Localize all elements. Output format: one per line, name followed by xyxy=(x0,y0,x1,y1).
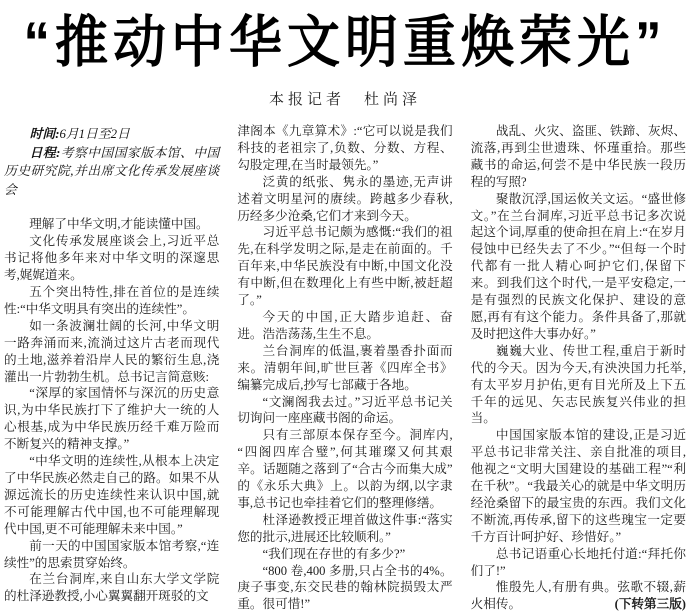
paragraph: 五个突出特性,排在首位的是连续性:“中华文明具有突出的连续性”。 xyxy=(4,285,220,316)
paragraph: 今天的中国,正大踏步追赶、奋进。浩浩荡荡,生生不息。 xyxy=(237,309,453,341)
paragraph: 习近平总书记颇为感慨:“我们的祖先,在科学发明之际,是走在前面的。千百年来,中华民族没有中断,中国文化没有中断,但在数理化上有些中断,被赶超了。” xyxy=(237,225,453,308)
column-2 xyxy=(237,123,452,613)
paragraph-continuation: 津阁本《九章算术》:“它可以说是我们科技的老祖宗了,负数、分数、方程、勾股定理,在当时最领先。” xyxy=(237,124,453,172)
closing-text: 惟殷先人,有册有典。弦歌不辍,薪火相传。 xyxy=(470,580,686,612)
paragraph: 如一条波澜壮阔的长河,中华文明一路奔涌而来,流淌过这片古老而现代的土地,滋养着沿岸人民的繁衍生息,浇灌出一片勃勃生机。总书记言简意赅: xyxy=(4,318,220,384)
paragraph: 总书记语重心长地托付道:“拜托你们了!” xyxy=(470,546,686,578)
paragraph: 理解了中华文明,才能读懂中国。 xyxy=(29,217,209,232)
paragraph: 杜泽逊教授正埋首做这件事:“落实您的批示,进展还比较顺利。” xyxy=(237,512,453,544)
time-label: 时间: xyxy=(29,127,60,141)
time-value: 6月1日至2日 xyxy=(59,127,130,141)
schedule-label: 日程: xyxy=(29,145,61,160)
paragraph: “我们现在存世的有多少?” xyxy=(262,546,406,561)
paragraph: 只有三部原本保存至今。洞库内,“四阁四库合璧”,何其璀璨又何其艰辛。话题随之落到了“合古今而集大成”的《永乐大典》上。以韵为纲,以字隶事,总书记也牵挂着它们的整理修缮。 xyxy=(237,428,453,510)
paragraph: 前一天的中国国家版本馆考察,“连续性”的思索贯穿始终。 xyxy=(4,538,220,570)
itinerary-schedule-line xyxy=(4,144,219,200)
paragraph: “中华文明的连续性,从根本上决定了中华民族必然走自己的路。如果不从源远流长的历史连续性来认识中国,就不可能理解古代中国,也不可能理解现代中国,更不可能理解未来中国。” xyxy=(4,454,220,536)
column-3 xyxy=(471,123,686,613)
paragraph: 聚散沉浮,国运攸关文运。“盛世修文。”在兰台洞库,习近平总书记多次说起这个词,厚重的使命担在肩上:“在岁月侵蚀中已经失去了不少。”“但每一个时代都有一批人精心呵护它们,保留下来。到我们这个时代,一是平安稳定,一是有强烈的民族文化保护、建设的意愿,再有有这个能力。条件具备了,那就及时把这件大事办好。” xyxy=(470,191,686,341)
continuation-note: (下转第三版) xyxy=(614,597,686,612)
paragraph: 战乱、火灾、盗匪、铁蹄、灰烬、流落,再到尘世遗珠、怀瑾重拾。那些藏书的命运,何尝不是中华民族一段历程的写照? xyxy=(470,124,686,189)
closing-paragraph xyxy=(471,579,686,613)
paragraph: 在兰台洞库,来自山东大学文学院的杜泽逊教授,小心翼翼翻开斑驳的文 xyxy=(4,572,220,604)
paragraph: 文化传承发展座谈会上,习近平总书记将他多年来对中华文明的深邃思考,娓娓道来。 xyxy=(4,234,220,283)
itinerary-box xyxy=(4,125,219,199)
article-body xyxy=(4,123,686,613)
paragraph: “文澜阁我去过。”习近平总书记关切询问一座座藏书阁的命运。 xyxy=(237,394,453,426)
paragraph: 兰台洞库的低温,裹着墨香扑面而来。清朝年间,旷世巨著《四库全书》编纂完成后,抄写七部藏于各地。 xyxy=(237,343,453,392)
paragraph: “800 卷,400 多册,只占全书的4%。庚子事变,东交民巷的翰林院损毁太严重。很可惜!” xyxy=(237,563,453,612)
article-byline: 本报记者 杜尚泽 xyxy=(268,92,421,108)
itinerary-time-line xyxy=(4,125,219,144)
paragraph: “深厚的家国情怀与深沉的历史意识,为中华民族打下了维护大一统的人心根基,成为中华民族历经千难万险而不断复兴的精神支撑。” xyxy=(4,386,220,452)
article-headline: “推动中华文明重焕荣光” xyxy=(23,11,667,75)
paragraph: 泛黄的纸张、隽永的墨迹,无声讲述着文明星河的赓续。跨越多少春秋,历经多少沧桑,它们才来到今天。 xyxy=(237,174,453,223)
paragraph: 巍巍大业、传世工程,重启于新时代的今天。因为今天,有泱泱国力托举,有太平岁月护佑,更有目光所及上下五千年的远见、矢志民族复兴伟业的担当。 xyxy=(470,343,686,426)
paragraph: 中国国家版本馆的建设,正是习近平总书记非常关注、亲自批准的项目,他视之“文明大国建设的基础工程”“利在千秋”。“我最关心的就是中华文明历经沧桑留下的最宝贵的东西。我们文化不断流,再传承,留下的这些瑰宝一定要千方百计呵护好、珍惜好。” xyxy=(470,428,686,544)
schedule-value: 考察中国国家版本馆、中国历史研究院,并出席文化传承发展座谈会 xyxy=(4,145,220,197)
column-1 xyxy=(4,123,219,613)
